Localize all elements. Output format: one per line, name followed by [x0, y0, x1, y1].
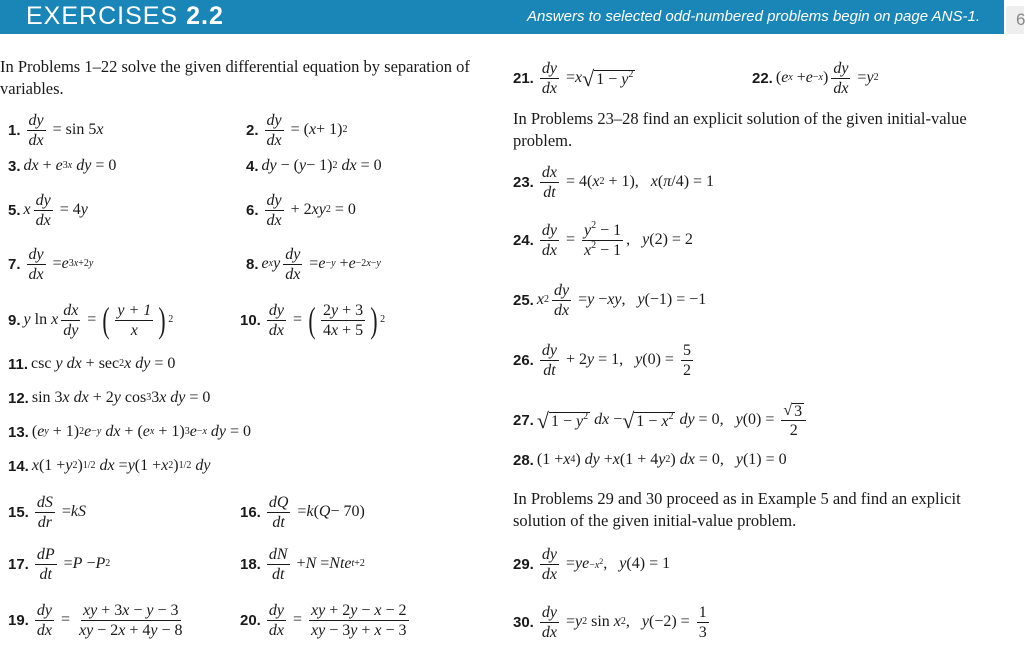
problem-26: 26. $\frac{dy}{dt}$ + 2 y = 1, y (0) = $\frac{5}{2}$ — [513, 341, 691, 379]
problem-number: 8. — [246, 255, 259, 273]
intro-problems-23-28: In Problems 23–28 find an explicit solution of the given initial-value problem. — [513, 109, 967, 150]
problem-number: 11. — [8, 355, 29, 373]
problem-1: 1. $\frac{dy}{dx}$ = sin 5 x — [8, 111, 104, 149]
problem-11: 11. csc y dx + sec 2 x dy = 0 — [8, 355, 176, 373]
answers-note: Answers to selected odd-numbered problems begin on page ANS-1. — [526, 8, 980, 25]
problem-number: 19. — [8, 611, 29, 629]
problem-number: 15. — [8, 503, 29, 521]
problem-number: 27. — [513, 411, 534, 429]
problem-3: 3. dx + e 3x dy = 0 — [8, 157, 117, 175]
problem-number: 29. — [513, 555, 534, 573]
problem-8: 8. e x y $\frac{dy}{dx}$ = e −y + e −2x−y — [246, 245, 381, 283]
section-header-bar — [0, 0, 1004, 34]
problem-15: 15. $\frac{dS}{dr}$ = kS — [8, 493, 86, 531]
problem-number: 23. — [513, 173, 534, 191]
problem-22: 22. ( e x + e −x ) $\frac{dy}{dx}$ = y 2 — [752, 59, 879, 97]
problem-4: 4. dy − ( y − 1) 2 dx = 0 — [246, 157, 382, 175]
problem-30: 30. $\frac{dy}{dx}$ = y 2 sin x 2 , y (−2) = $\frac{1}{3}$ — [513, 603, 707, 641]
problem-28: 28. (1 + x 4 ) dy + x (1 + 4 y 2 ) dx = 0, y (1) = 0 — [513, 451, 787, 469]
section-title — [26, 1, 224, 31]
section-label: EXERCISES — [26, 2, 179, 30]
problem-13: 13. ( e y + 1) 2 e −y dx + ( e x + 1) 3 e −x dy = 0 — [8, 423, 252, 441]
problem-7: 7. $\frac{dy}{dx}$ = e 3x+2y — [8, 245, 94, 283]
problem-number: 25. — [513, 291, 534, 309]
problem-number: 24. — [513, 231, 534, 249]
problem-27: 27. √ $1 - y^2$ dx − √ $1 - x^2$ dy = 0, y (0) = √ 3 2 — [513, 398, 809, 442]
problem-number: 3. — [8, 157, 21, 175]
problem-number: 30. — [513, 613, 534, 631]
problem-number: 5. — [8, 201, 21, 219]
section-number: 2.2 — [186, 2, 224, 30]
intro-problems-29-30: In Problems 29 and 30 proceed as in Example 5 and find an explicit solution of the given initial-value problem. — [513, 489, 961, 530]
problem-14: 14. x (1 + y 2 ) 1/2 dx = y (1 + x 2 ) 1/2 dy — [8, 457, 211, 475]
problem-5: 5. x $\frac{dy}{dx}$ = 4 y — [8, 191, 88, 229]
problem-number: 14. — [8, 457, 29, 475]
problem-6: 6. $\frac{dy}{dx}$ + 2 xy 2 = 0 — [246, 191, 356, 229]
problem-number: 12. — [8, 389, 29, 407]
problem-number: 16. — [240, 503, 261, 521]
problem-number: 6. — [246, 201, 259, 219]
problem-10: 10. $\frac{dy}{dx}$ = ( $\frac{2y + 3}{4x + 5}$ ) 2 — [240, 300, 386, 340]
problem-23: 23. $\frac{dx}{dt}$ = 4( x 2 + 1), x ( π /4) = 1 — [513, 163, 715, 201]
problem-16: 16. $\frac{dQ}{dt}$ = k ( Q − 70) — [240, 493, 365, 531]
problem-17: 17. $\frac{dP}{dt}$ = P − P 2 — [8, 545, 111, 583]
problem-9: 9. y ln x $\frac{dx}{dy}$ = ( $\frac{y + 1}{x}$ ) 2 — [8, 300, 174, 340]
problem-2: 2. $\frac{dy}{dx}$ = ( x + 1) 2 — [246, 111, 348, 149]
next-page-edge — [1006, 6, 1024, 34]
problem-number: 22. — [752, 69, 773, 87]
problem-number: 7. — [8, 255, 21, 273]
problem-18: 18. $\frac{dN}{dt}$ + N = Nte t+2 — [240, 545, 365, 583]
problem-19: 19. $\frac{dy}{dx}$ = $\frac{xy + 3x - y - 3}{xy - 2x + 4y - 8}$ — [8, 601, 183, 639]
problem-24: 24. $\frac{dy}{dx}$ = $\frac{y^2 - 1}{x^2 - 1}$ , y (2) = 2 — [513, 219, 693, 259]
problem-number: 4. — [246, 157, 259, 175]
problem-number: 17. — [8, 555, 29, 573]
intro-problems-1-22: In Problems 1–22 solve the given differential equation by separation of variables. — [0, 57, 470, 98]
problem-number: 18. — [240, 555, 261, 573]
problem-number: 21. — [513, 69, 534, 87]
problem-21: 21. $\frac{dy}{dx}$ = x √ $1 - y^2$ — [513, 59, 634, 97]
problem-29: 29. $\frac{dy}{dx}$ = ye $-x^2$ , y (4) = 1 — [513, 545, 671, 583]
problem-number: 20. — [240, 611, 261, 629]
problem-number: 9. — [8, 311, 21, 329]
problem-number: 2. — [246, 121, 259, 139]
problem-number: 26. — [513, 351, 534, 369]
problem-12: 12. sin 3 x dx + 2 y cos 3 3 x dy = 0 — [8, 389, 211, 407]
next-page-number: 6 — [1016, 10, 1025, 29]
problem-number: 10. — [240, 311, 261, 329]
problem-25: 25. x 2 $\frac{dy}{dx}$ = y − xy , y (−1) = −1 — [513, 281, 707, 319]
problem-number: 28. — [513, 451, 534, 469]
problem-20: 20. $\frac{dy}{dx}$ = $\frac{xy + 2y - x - 2}{xy - 3y + x - 3}$ — [240, 601, 407, 639]
problem-number: 1. — [8, 121, 21, 139]
problem-number: 13. — [8, 423, 29, 441]
